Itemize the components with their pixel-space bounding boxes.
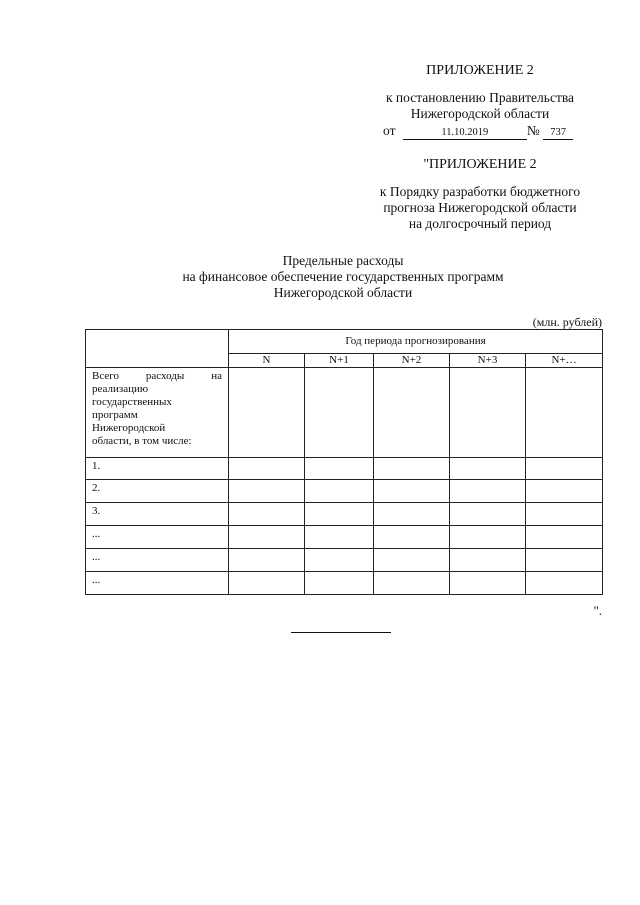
table-cell (450, 480, 526, 503)
title-line2: на финансовое обеспечение государственных программ (182, 269, 504, 284)
table-row (86, 526, 603, 549)
table-cell (526, 480, 603, 503)
total-row-line3: государственных (92, 396, 172, 408)
table-cell (450, 503, 526, 526)
column-header-n3: N+3 (450, 354, 526, 368)
table-cell (526, 503, 603, 526)
closing-quote: ". (593, 603, 602, 618)
decree-reference (350, 90, 610, 122)
sub-ref-line3: на долгосрочный период (408, 216, 552, 231)
total-row-line5: Нижегородской (92, 422, 166, 434)
table-cell (450, 572, 526, 595)
table-cell (374, 503, 450, 526)
row-label: 3. (86, 503, 229, 526)
table-cell (526, 572, 603, 595)
total-row-line6: области, в том числе: (92, 435, 192, 447)
table-cell (305, 458, 374, 480)
number-label: № (526, 123, 540, 138)
table-row-total (86, 368, 603, 458)
sub-appendix (360, 156, 600, 173)
total-row-line4: программ (92, 409, 138, 421)
sub-appendix-title: "ПРИЛОЖЕНИЕ 2 (423, 157, 537, 172)
document-title (100, 253, 586, 301)
from-label: от (383, 123, 396, 138)
total-row-line2: реализацию (92, 383, 149, 395)
table-cell (374, 458, 450, 480)
table-cell (229, 480, 305, 503)
title-line1: Предельные расходы (282, 253, 404, 268)
table-cell (305, 503, 374, 526)
table-row (86, 549, 603, 572)
table-cell (450, 368, 526, 458)
table-cell (450, 458, 526, 480)
table-cell (229, 526, 305, 549)
row-label: ... (86, 526, 229, 549)
sub-ref-line2: прогноза Нижегородской области (383, 200, 577, 215)
title-line3: Нижегородской области (273, 285, 413, 300)
expenditure-table (85, 329, 603, 595)
total-row-label (86, 368, 229, 458)
table-cell (374, 549, 450, 572)
table-cell (526, 526, 603, 549)
table-cell (526, 458, 603, 480)
decree-ref-line1: к постановлению Правительства (385, 90, 575, 105)
table-cell (305, 480, 374, 503)
row-label: ... (86, 572, 229, 595)
table-cell (374, 526, 450, 549)
period-header: Год периода прогнозирования (229, 330, 603, 354)
table-cell (229, 572, 305, 595)
unit-label: (млн. рублей) (532, 315, 602, 329)
table-cell (450, 549, 526, 572)
total-row-line1: Всего расходы на (92, 370, 222, 382)
row-label: ... (86, 549, 229, 572)
table-cell (305, 368, 374, 458)
table-row (86, 458, 603, 480)
decree-date: 11.10.2019 (403, 127, 527, 140)
row-label: 2. (86, 480, 229, 503)
table-cell (229, 549, 305, 572)
table-cell (374, 480, 450, 503)
column-header-nx: N+… (526, 354, 603, 368)
table-cell (526, 549, 603, 572)
table-cell (229, 458, 305, 480)
table-cell (229, 503, 305, 526)
sub-appendix-reference (340, 184, 620, 232)
end-divider (291, 632, 391, 633)
table-cell (526, 368, 603, 458)
table-row (86, 503, 603, 526)
table-cell (374, 572, 450, 595)
sub-ref-line1: к Порядку разработки бюджетного (379, 184, 581, 199)
table-cell (374, 368, 450, 458)
decree-number: 737 (543, 127, 573, 140)
appendix-header (360, 62, 600, 79)
appendix-title: ПРИЛОЖЕНИЕ 2 (426, 63, 534, 78)
table-row (86, 480, 603, 503)
column-header-n: N (229, 354, 305, 368)
table-cell (450, 526, 526, 549)
decree-ref-line2: Нижегородской области (410, 106, 550, 121)
table-cell (305, 526, 374, 549)
column-header-n2: N+2 (374, 354, 450, 368)
row-label: 1. (86, 458, 229, 480)
table-cell (305, 549, 374, 572)
table-cell (305, 572, 374, 595)
table-row (86, 572, 603, 595)
table-cell (229, 368, 305, 458)
header-blank-cell (86, 330, 229, 368)
decree-date-number (383, 124, 613, 140)
column-header-n1: N+1 (305, 354, 374, 368)
